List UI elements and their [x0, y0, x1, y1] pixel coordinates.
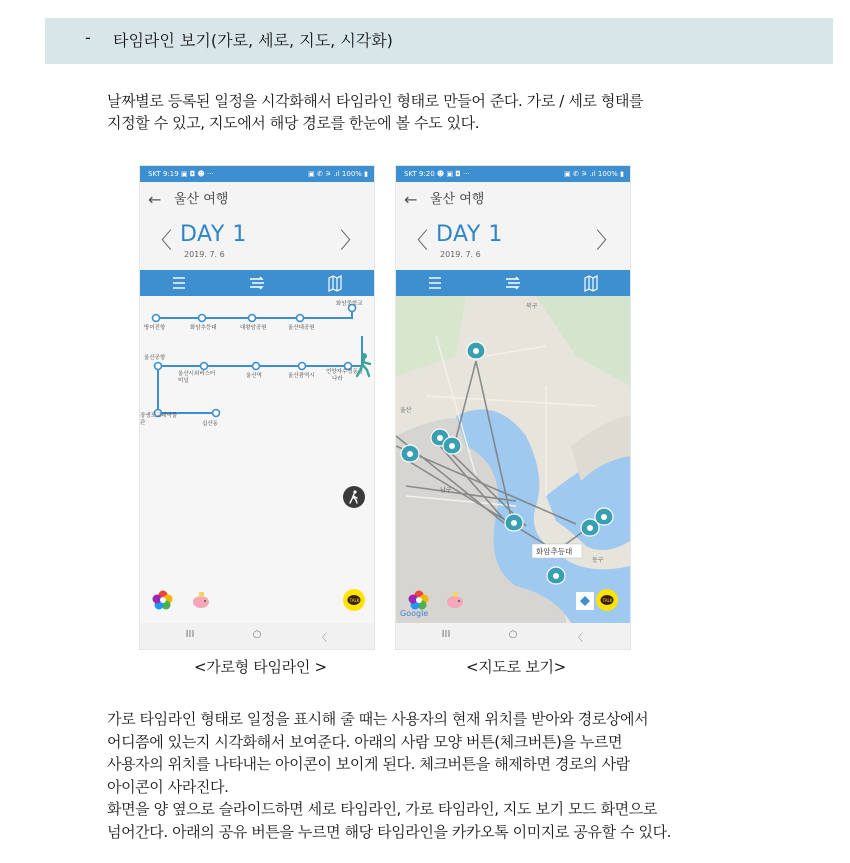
app-bar: [140, 182, 374, 218]
map-view-icon[interactable]: [320, 270, 350, 296]
stop-label: 울산시외버스터: [178, 371, 216, 377]
nav-back-icon[interactable]: 〈: [317, 633, 327, 644]
piggy-bank-icon: [444, 589, 466, 611]
android-nav-bar: [396, 623, 630, 649]
body-paragraph: [107, 708, 671, 844]
caption-map-view: <지도로 보기>: [466, 658, 566, 676]
kakao-share-button[interactable]: [596, 589, 618, 611]
next-day-icon[interactable]: 〉: [339, 229, 362, 254]
stop-label: 울산공항: [144, 355, 166, 361]
stop-label: 나라: [332, 376, 343, 382]
horizontal-timeline-icon[interactable]: [242, 270, 272, 296]
status-bar: [140, 166, 374, 182]
back-arrow-icon[interactable]: ←: [404, 190, 418, 209]
caption-horizontal-timeline: <가로형 타임라인 >: [194, 658, 327, 676]
stop-label: 화암중학교: [336, 301, 363, 307]
intro-paragraph: [107, 90, 643, 134]
google-logo: Google: [400, 609, 429, 618]
stop-label: 대왕암공원: [240, 325, 267, 331]
timeline-graph: [140, 296, 374, 623]
walking-person-icon: [343, 486, 365, 508]
vertical-list-icon[interactable]: [420, 270, 450, 296]
stop-label: 장생포고래박물: [140, 413, 178, 419]
horizontal-timeline-icon[interactable]: [498, 270, 528, 296]
section-header: [45, 18, 833, 64]
user-location-person-icon: [357, 353, 370, 376]
map-canvas[interactable]: [396, 296, 630, 623]
map-place-label: 북구: [526, 303, 538, 310]
day-label: DAY 1: [180, 222, 247, 247]
piggy-bank-icon: [190, 589, 212, 611]
budget-piggy-button[interactable]: [444, 589, 466, 611]
flower-icon: [408, 589, 430, 611]
map-place-label: 동구: [592, 557, 604, 564]
view-toolbar: [140, 270, 374, 296]
app-bar: [396, 182, 630, 218]
stop-label: 언양자수정동굴: [326, 369, 364, 375]
person-check-button[interactable]: [343, 486, 365, 508]
map-callout-label: 화암추등대: [536, 547, 573, 556]
kakao-talk-icon: [343, 589, 365, 611]
map-place-label: 울산: [400, 407, 412, 414]
body-line: 사용자의 위치를 나타내는 아이콘이 보이게 된다. 체크버튼을 해제하면 경로의 사람: [107, 755, 630, 774]
intro-line: 지정할 수 있고, 지도에서 해당 경로를 한눈에 볼 수도 있다.: [107, 114, 480, 132]
home-icon[interactable]: ○: [508, 629, 518, 640]
day-label: DAY 1: [436, 222, 503, 247]
body-line: 어디쯤에 있는지 시각화해서 보여준다. 아래의 사람 모양 버튼(체크버튼)을 누르면: [107, 732, 623, 751]
status-left: SKT 9:20 ☻ ▣ ◘ ···: [404, 170, 470, 178]
day-selector: [396, 218, 630, 270]
nav-back-icon[interactable]: 〈: [573, 633, 583, 644]
stop-label: 방어진항: [144, 325, 166, 331]
body-line: 넘어간다. 아래의 공유 버튼을 누르면 해당 타임라인을 카카오톡 이미지로 공유할 수 있다.: [107, 822, 672, 841]
stop-label: 울산역: [246, 373, 262, 379]
phone-screenshot-horizontal-timeline: [140, 166, 374, 649]
body-line: 가로 타임라인 형태로 일정을 표시해 줄 때는 사용자의 현재 위치를 받아와 경로상에서: [107, 710, 649, 728]
stop-label: 울산광역시: [288, 373, 315, 379]
stop-label: 화암추등대: [190, 325, 217, 331]
kakao-share-button[interactable]: [343, 589, 365, 611]
body-line: 아이콘이 사라진다.: [107, 777, 229, 796]
day-date: 2019. 7. 6: [184, 250, 225, 259]
stop-label: 울산대공원: [288, 325, 315, 331]
category-flower-button[interactable]: [152, 589, 174, 611]
day-selector: [140, 218, 374, 270]
app-title: 울산 여행: [174, 192, 229, 207]
prev-day-icon[interactable]: 〈: [150, 229, 173, 254]
prev-day-icon[interactable]: 〈: [406, 229, 429, 254]
stop-label: 관: [140, 420, 146, 426]
day-date: 2019. 7. 6: [440, 250, 481, 259]
home-icon[interactable]: ○: [252, 629, 262, 640]
route-map[interactable]: [396, 296, 630, 623]
section-title: 타임라인 보기(가로, 세로, 지도, 시각화): [113, 31, 393, 50]
recent-apps-icon[interactable]: III: [441, 629, 451, 640]
flower-icon: [152, 589, 174, 611]
intro-line: 날짜별로 등록된 일정을 시각화해서 타임라인 형태로 만들어 준다. 가로 / 세로 형태를: [107, 92, 644, 110]
category-flower-button[interactable]: [408, 589, 430, 611]
recent-apps-icon[interactable]: III: [185, 629, 195, 640]
next-day-icon[interactable]: 〉: [595, 229, 618, 254]
back-arrow-icon[interactable]: ←: [148, 190, 162, 209]
stop-label: 미널: [178, 378, 189, 384]
status-right: ▣ ✆ ⚞ .ıl 100% ▮: [308, 170, 368, 178]
status-bar: [396, 166, 630, 182]
map-view-icon[interactable]: [576, 270, 606, 296]
body-line: 화면을 양 옆으로 슬라이드하면 세로 타임라인, 가로 타임라인, 지도 보기 모드 화면으로: [107, 800, 657, 819]
android-nav-bar: [140, 623, 374, 649]
vertical-list-icon[interactable]: [164, 270, 194, 296]
status-right: ▣ ✆ ⚞ .ıl 100% ▮: [564, 170, 624, 178]
kakao-talk-icon: [596, 589, 618, 611]
map-place-label: 남구: [440, 487, 452, 494]
horizontal-timeline: [140, 296, 374, 623]
header-dash: -: [85, 28, 91, 47]
stop-label: 십산동: [202, 421, 218, 427]
status-left: SKT 9:19 ▣ ◘ ☻ ···: [148, 170, 214, 178]
app-title: 울산 여행: [430, 192, 485, 207]
svg-text:TALK: TALK: [602, 598, 613, 603]
budget-piggy-button[interactable]: [190, 589, 212, 611]
view-toolbar: [396, 270, 630, 296]
phone-screenshot-map-view: [396, 166, 630, 649]
svg-text:TALK: TALK: [349, 598, 360, 603]
